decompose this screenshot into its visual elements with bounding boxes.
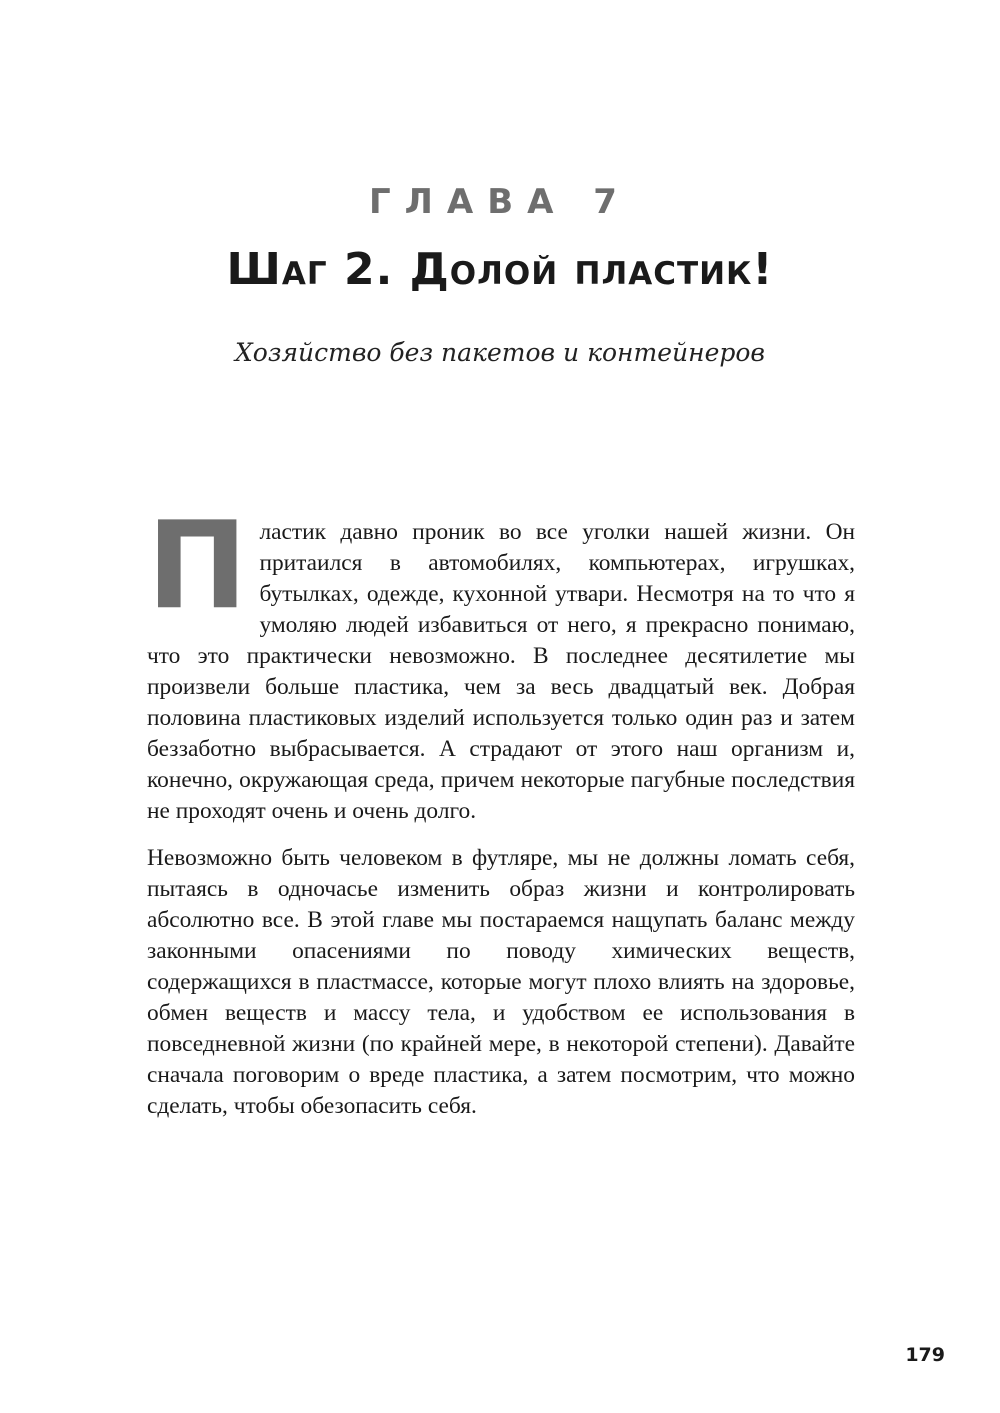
drop-cap: П <box>147 497 246 636</box>
paragraph-1 <box>147 497 855 827</box>
chapter-title: Шаг 2. Долой пластик! <box>226 244 774 295</box>
chapter-label: ГЛАВА 7 <box>369 182 631 222</box>
chapter-subtitle: Хозяйство без пакетов и контейнеров <box>235 338 765 367</box>
page-number: 179 <box>905 1344 945 1366</box>
paragraph-1-text: ластик давно проник во все уголки нашей жизни. Он притаился в автомобилях, компьютерах, игрушках, бутылках, одежде, кухонной утвари. Несмотря на то что я умоляю людей избавиться от него, я прекрасно понимаю, что это практически невозможно. В последнее десятилетие мы произвели больше пластика, чем за весь двадцатый век. Добрая половина пластиковых изделий используется только один раз и затем беззаботно выбрасывается. А страдают от этого наш организм и, конечно, окружающая среда, причем некоторые пагубные последствия не проходят очень и очень долго. <box>147 519 855 824</box>
paragraph-2: Невозможно быть человеком в футляре, мы не должны ломать себя, пытаясь в одночасье изменить образ жизни и контролировать абсолютно все. В этой главе мы постараемся нащупать баланс между законными опасениями по поводу химических веществ, содержащихся в пластмассе, которые могут плохо влиять на здоровье, обмен веществ и массу тела, и удобством ее использования в повседневной жизни (по крайней мере, в некоторой степени). Давайте сначала поговорим о вреде пластика, а затем посмотрим, что можно сделать, чтобы обезопасить себя. <box>147 845 855 1119</box>
chapter-body <box>147 497 855 1138</box>
